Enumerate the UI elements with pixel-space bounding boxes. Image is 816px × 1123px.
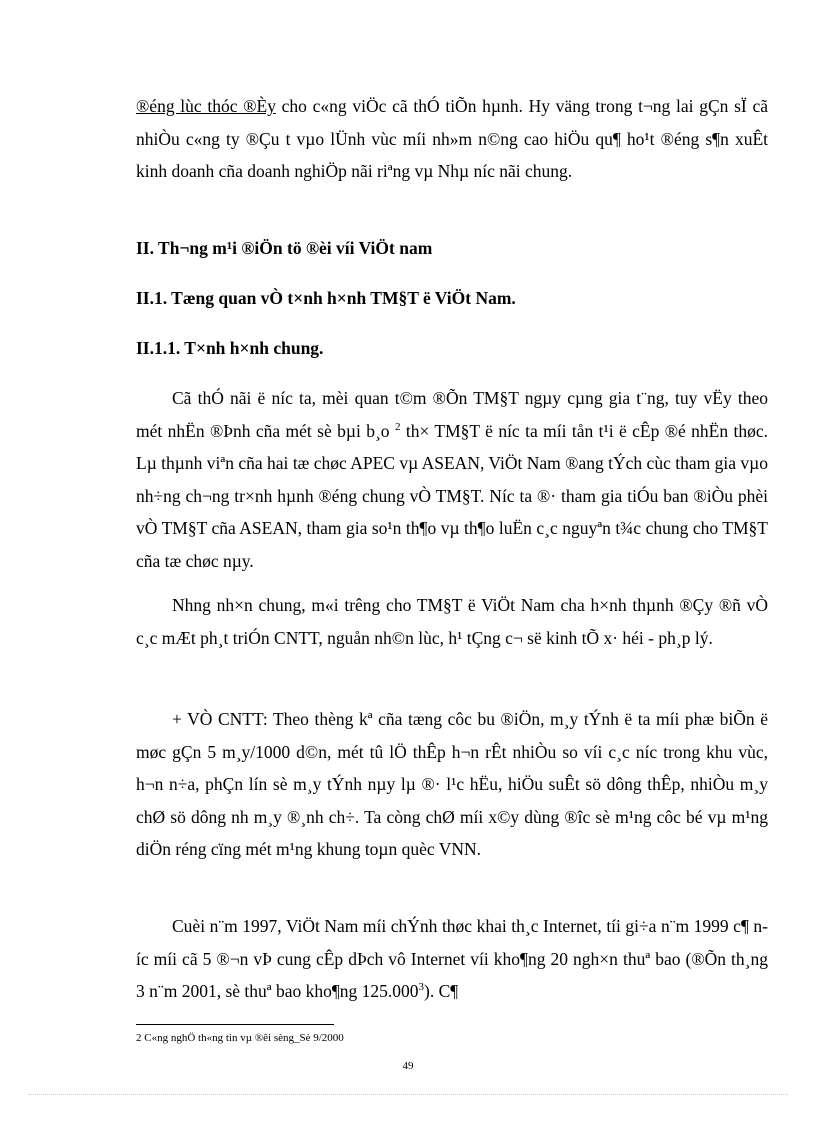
- subsubsection-heading: II.1.1. T×nh h×nh chung.: [136, 338, 324, 358]
- footnote-marker: 3: [418, 981, 425, 994]
- paragraph-continuation: [136, 90, 768, 188]
- footnote: 2 C«ng nghÖ th«ng tin vµ ®êi sèng_Sè 9/2000: [136, 1032, 344, 1044]
- paragraph-text: ). C¶: [424, 981, 459, 1001]
- paragraph-3: + VÒ CNTT: Theo thèng kª cña tæng côc bu ®iÖn, m¸y tÝnh ë ta míi phæ biÕn ë møc gÇn 5 m¸y/1000 d©n, mét tû lÖ thÊp h¬n rÊt nhiÒu so víi c¸c níc trong khu vùc, h¬n n÷a, phÇn lín sè m¸y tÝnh nµy lµ ®· l¹c hËu, hiÖu suÊt sö dông thÊp, nhiÒu m¸y chØ sö dông nh m¸y ®¸nh ch÷. Ta còng chØ míi x©y dùng ®îc sè m¹ng côc bé vµ m¹ng diÖn réng cïng mét m¹ng khung toµn quèc VNN.: [136, 709, 768, 859]
- page-bottom-divider: [28, 1094, 788, 1095]
- paragraph-1: [136, 382, 768, 577]
- footnote-separator: [136, 1024, 334, 1025]
- paragraph-text: th× TM§T ë níc ta míi tån t¹i ë cÊp ®é nhËn thøc. Lµ thµnh viªn cña hai tæ chøc APEC vµ ASEAN, ViÖt Nam ®ang tÝch cùc tham gia vµo nh÷ng ch¬ng tr×nh hµnh ®éng chung vÒ TM§T. Níc ta ®· tham gia tiÓu ban ®iÒu phèi vÒ TM§T cña ASEAN, tham gia so¹n th¶o vµ th¶o luËn c¸c nguyªn t¾c chung cho TM§T cña tæ chøc nµy.: [136, 420, 768, 571]
- paragraph-text: Cã thÓ nãi ë níc ta, mèi quan t©m ®Õn TM§T ngµy cµng gia t¨ng, tuy vËy theo mét nhËn ®Þnh cña mét sè bµi b¸o: [136, 388, 768, 441]
- subsection-heading: II.1. Tæng quan vÒ t×nh h×nh TM§T ë ViÖt Nam.: [136, 288, 516, 308]
- section-heading: II. Th¬ng m¹i ®iÖn tö ®èi víi ViÖt nam: [136, 238, 433, 258]
- paragraph-text: cho c«ng viÖc cã thÓ tiÕn hµnh. Hy väng trong t¬ng lai gÇn sÏ cã nhiÒu c«ng ty ®Çu t vµo lÜnh vùc míi nh»m n©ng cao hiÖu qu¶ ho¹t ®éng s¶n xuÊt kinh doanh cña doanh nghiÖp nãi riªng vµ Nhµ níc nãi chung.: [136, 96, 768, 181]
- paragraph-text: Cuèi n¨m 1997, ViÖt Nam míi chÝnh thøc khai th¸c Internet, tíi gi÷a n¨m 1999 c¶ níc míi cã 5 ®¬n vÞ cung cÊp dÞch vô Internet víi kho¶ng 20 ngh×n thuª bao (®Õn th¸ng 3 n¨m 2001, sè thuª bao kho¶ng 125.000: [136, 916, 768, 1001]
- page-number: 49: [402, 1060, 414, 1072]
- underlined-phrase: ®éng lùc thóc ®Èy: [136, 96, 276, 116]
- paragraph-4: [136, 910, 768, 1008]
- paragraph-2: Nhng nh×n chung, m«i trêng cho TM§T ë ViÖt Nam cha h×nh thµnh ®Çy ®ñ vÒ c¸c mÆt ph¸t triÓn CNTT, nguån nh©n lùc, h¹ tÇng c¬ së kinh tÕ x· héi - ph¸p lý.: [136, 595, 768, 648]
- footnote-marker: 2: [394, 420, 401, 433]
